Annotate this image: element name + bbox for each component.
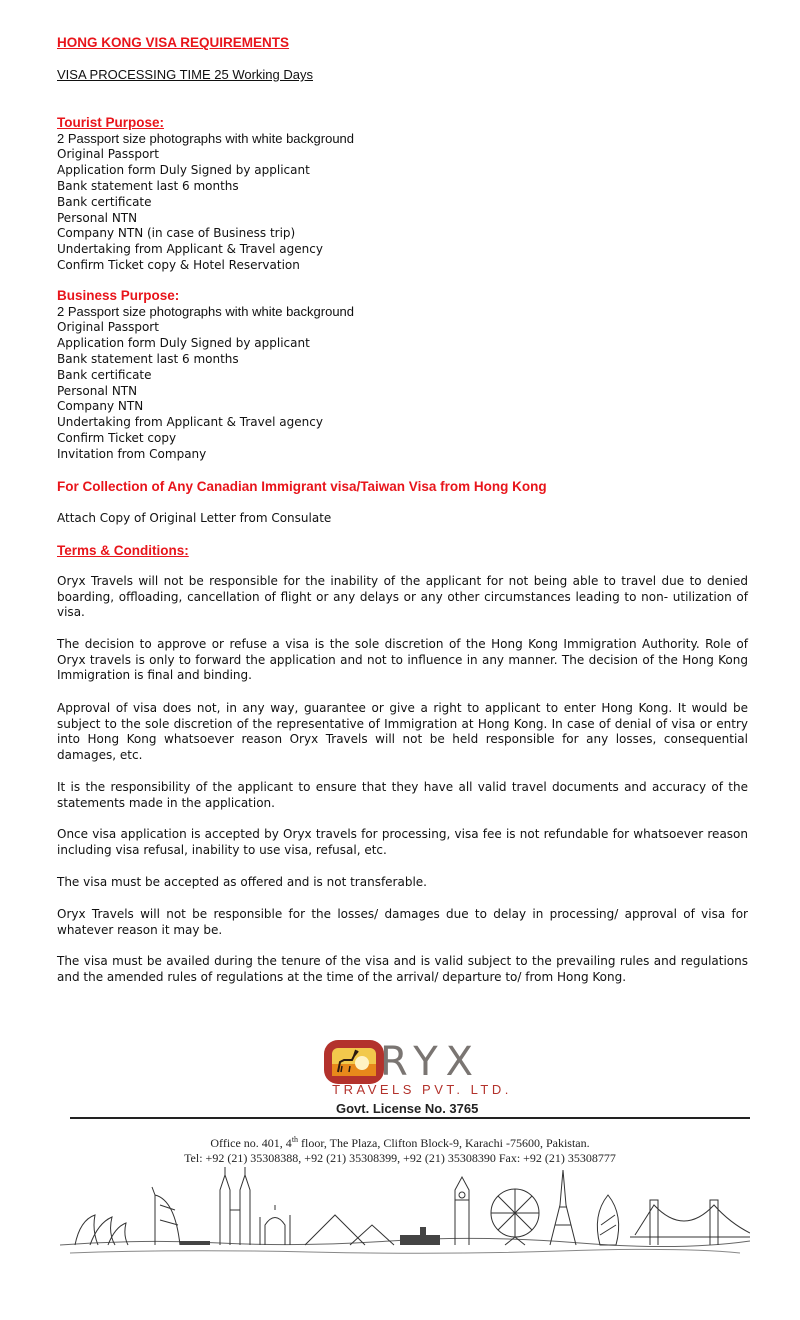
list-item: 2 Passport size photographs with white background — [57, 304, 355, 319]
business-requirements-list — [57, 304, 354, 463]
footer-divider — [70, 1117, 750, 1119]
list-item: Bank certificate — [57, 367, 152, 382]
list-item: Application form Duly Signed by applicant — [57, 162, 310, 177]
list-item: Confirm Ticket copy & Hotel Reservation — [57, 258, 300, 273]
terms-paragraph: Once visa application is accepted by Oryx travels for processing, visa fee is not refundable for whatsoever reason including visa refusal, inability to use visa, refusal, etc. — [57, 827, 748, 857]
logo-subtitle: TRAVELS PVT. LTD. — [332, 1082, 512, 1097]
terms-paragraph: The visa must be accepted as offered and is not transferable. — [57, 875, 427, 889]
terms-paragraph: Approval of visa does not, in any way, guarantee or give a right to applicant to enter Hong Kong. It would be subject to the sole discretion of the representative of Immigration at Hong Kong. In case of denial of visa or entry into Hong Kong whatsoever reason Oryx Travels will not be held responsible for any losses, consequential damages, etc. — [57, 701, 748, 762]
list-item: Confirm Ticket copy — [57, 431, 177, 446]
list-item: Personal NTN — [57, 210, 138, 225]
list-item: Original Passport — [57, 319, 159, 334]
list-item: Bank statement last 6 months — [57, 351, 239, 366]
world-landmarks-skyline-illustration — [60, 1165, 750, 1270]
list-item: Undertaking from Applicant & Travel agency — [57, 242, 323, 257]
list-item: Personal NTN — [57, 383, 138, 398]
list-item: Invitation from Company — [57, 447, 207, 462]
tourist-heading: Tourist Purpose: — [57, 115, 165, 130]
terms-paragraph: Oryx Travels will not be responsible for the losses/ damages due to delay in processing/ approval of visa for whatever reason it may be. — [57, 907, 748, 937]
terms-paragraph: The visa must be availed during the tenure of the visa and is valid subject to the prevailing rules and regulations and the amended rules of regulations at the time of the arrival/ departure to/ from Hong Kong. — [57, 954, 748, 984]
list-item: Company NTN — [57, 399, 144, 414]
footer-phones: Tel: +92 (21) 35308388, +92 (21) 35308399, +92 (21) 35308390 Fax: +92 (21) 35308777 — [184, 1151, 616, 1165]
oryx-logo — [322, 1038, 522, 1100]
collection-heading: For Collection of Any Canadian Immigrant visa/Taiwan Visa from Hong Kong — [57, 479, 547, 494]
terms-heading: Terms & Conditions: — [57, 543, 189, 558]
footer-address: Office no. 401, 4th floor, The Plaza, Clifton Block-9, Karachi -75600, Pakistan. — [210, 1135, 590, 1150]
license-number: Govt. License No. 3765 — [336, 1101, 479, 1116]
terms-paragraph: It is the responsibility of the applicant to ensure that they have all valid travel documents and accuracy of the statements made in the application. — [57, 780, 748, 810]
page-title: HONG KONG VISA REQUIREMENTS — [57, 35, 290, 50]
collection-text: Attach Copy of Original Letter from Consulate — [57, 511, 332, 525]
list-item: 2 Passport size photographs with white background — [57, 131, 355, 146]
list-item: Bank certificate — [57, 194, 152, 209]
business-heading: Business Purpose: — [57, 288, 180, 303]
list-item: Bank statement last 6 months — [57, 178, 239, 193]
terms-paragraph: The decision to approve or refuse a visa is the sole discretion of the Hong Kong Immigration Authority. Role of Oryx travels is only to forward the application and not to influence in any manner. The decision of the Hong Kong Immigration is final and binding. — [57, 637, 748, 683]
list-item: Application form Duly Signed by applicant — [57, 335, 310, 350]
tourist-requirements-list — [57, 131, 354, 274]
processing-time: VISA PROCESSING TIME 25 Working Days — [57, 67, 313, 82]
list-item: Original Passport — [57, 146, 159, 161]
logo-wordmark: RYX — [380, 1039, 482, 1085]
terms-paragraph: Oryx Travels will not be responsible for the inability of the applicant for not being able to travel due to denied boarding, offloading, cancellation of flight or any delays or any other circumstances leading to non- utilization of visa. — [57, 574, 748, 620]
list-item: Undertaking from Applicant & Travel agency — [57, 415, 323, 430]
list-item: Company NTN (in case of Business trip) — [57, 226, 296, 241]
